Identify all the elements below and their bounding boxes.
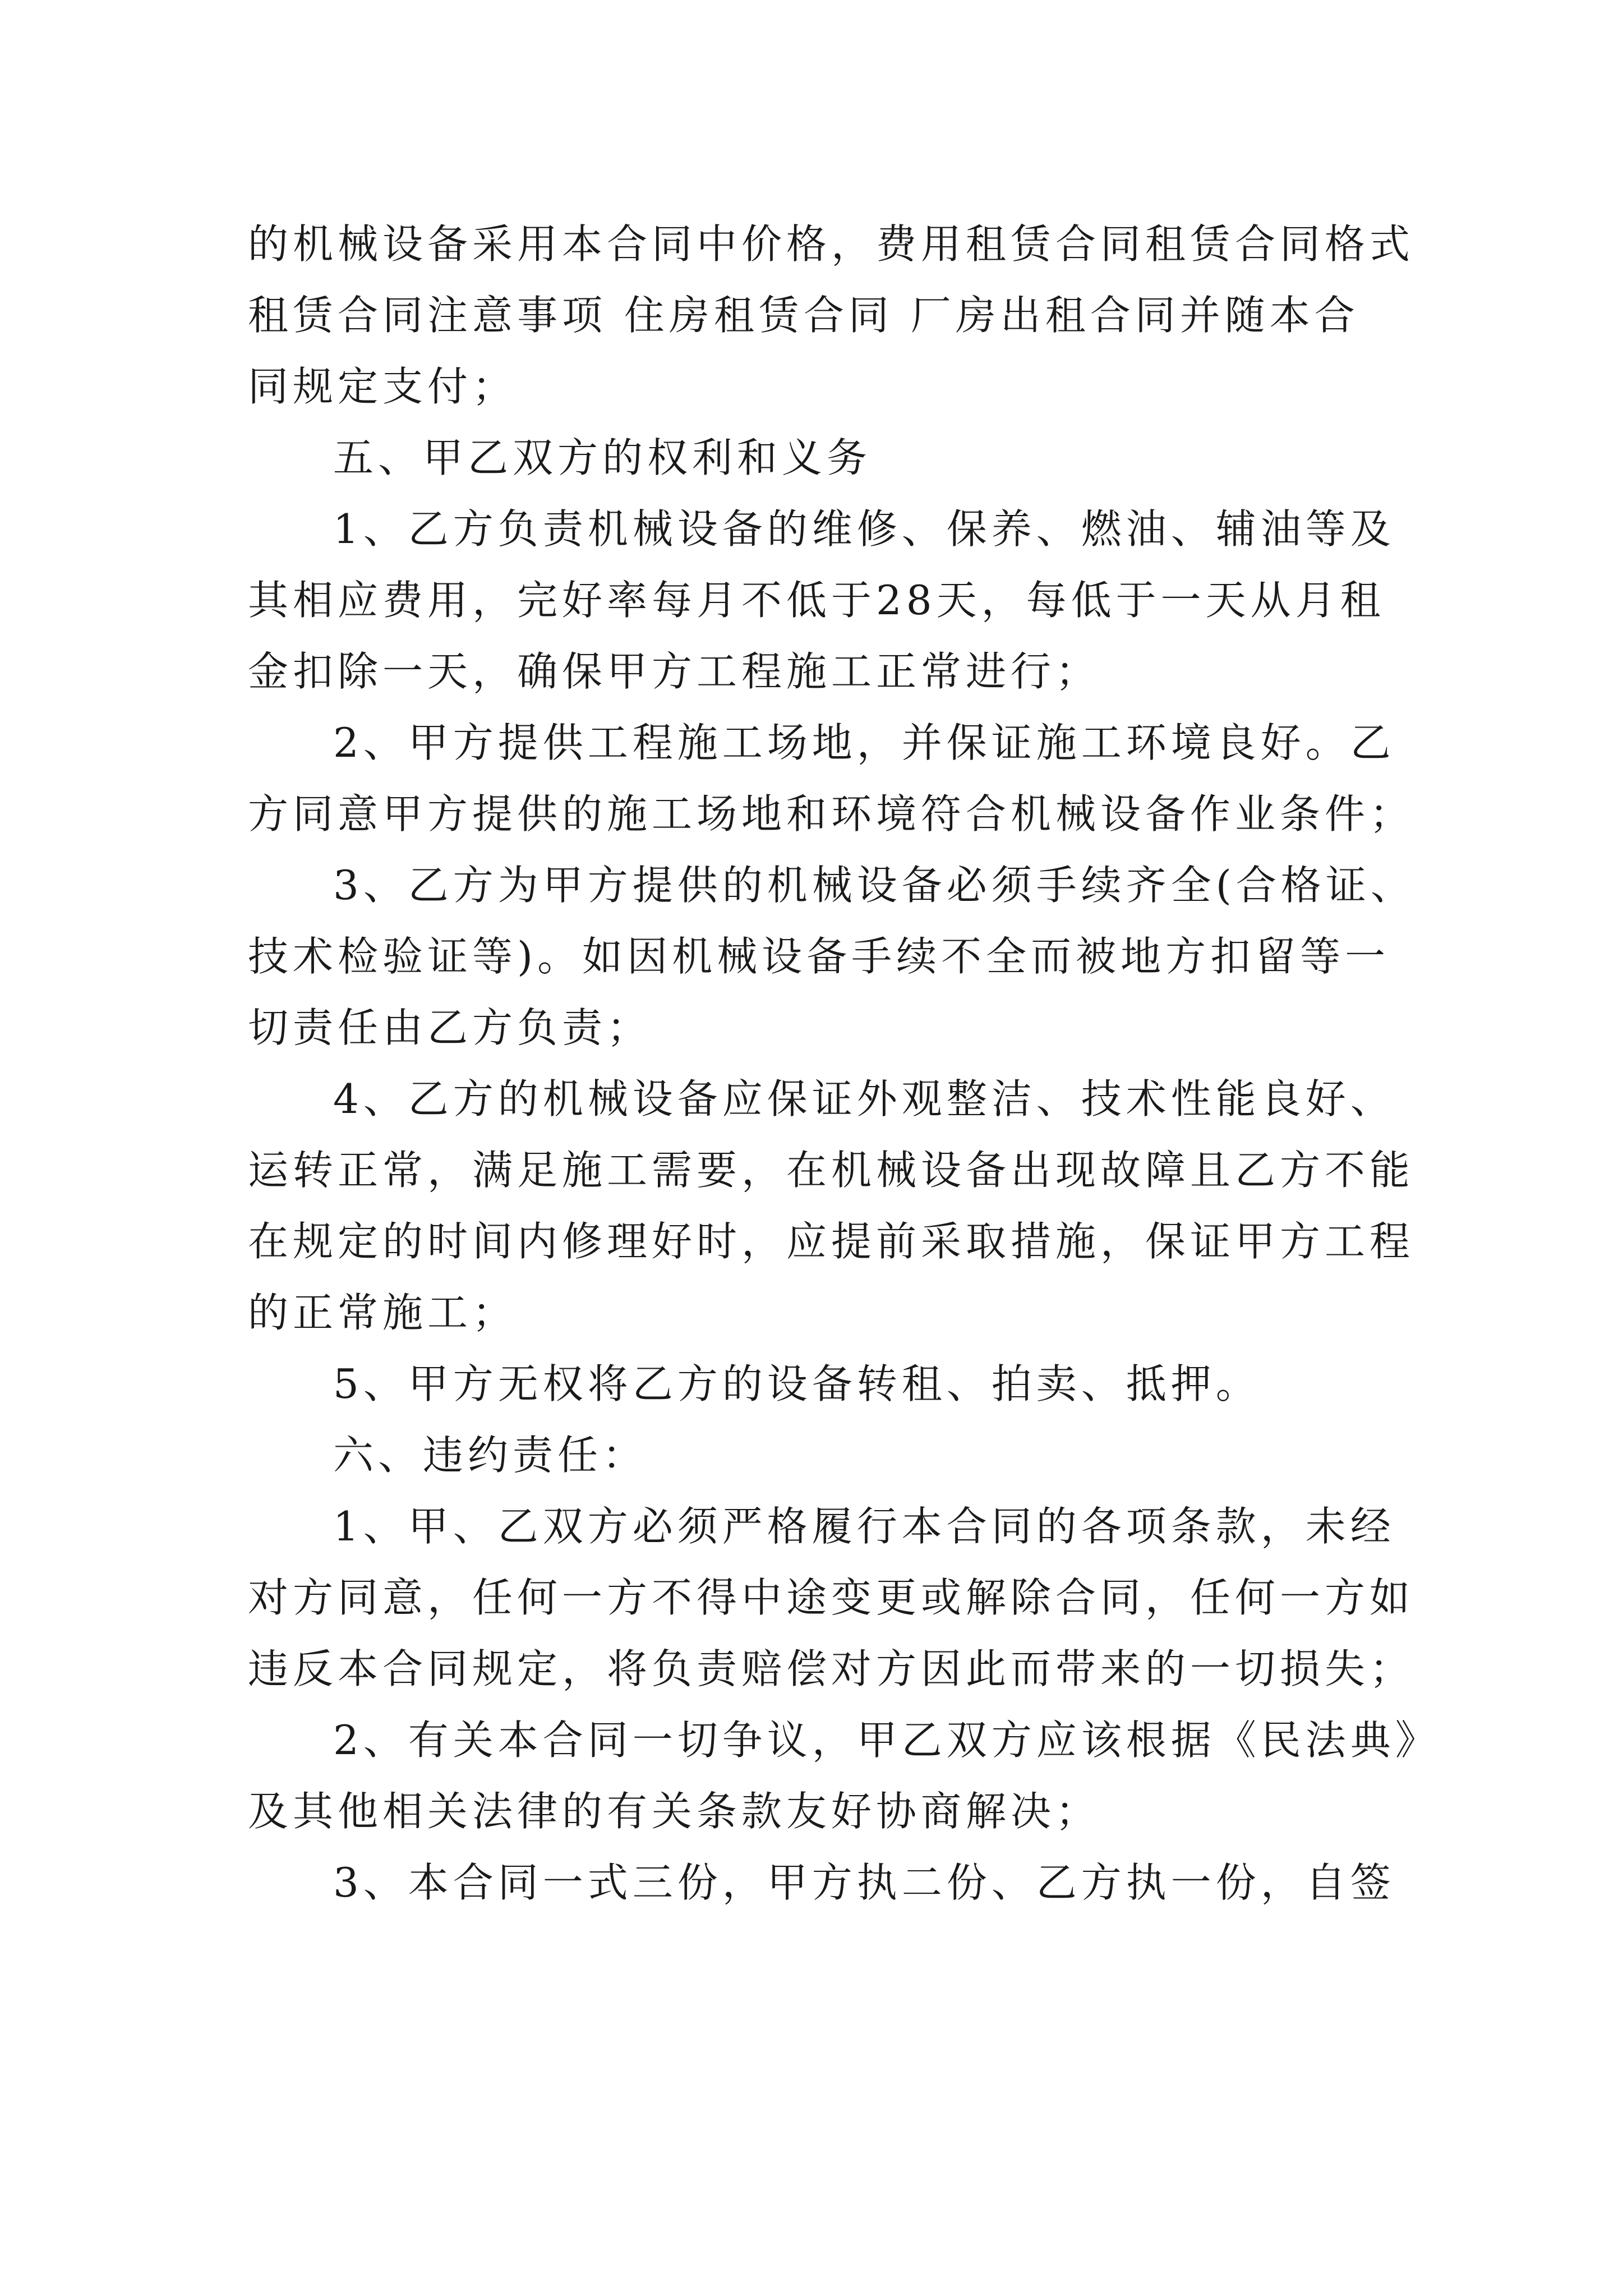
text-line: 技术检验证等)。如因机械设备手续不全而被地方扣留等一 [248, 933, 1390, 980]
text-line: 1、甲、乙双方必须严格履行本合同的各项条款，未经 [333, 1503, 1395, 1550]
text-line: 在规定的时间内修理好时，应提前采取措施，保证甲方工程 [248, 1218, 1415, 1265]
text-line: 租赁合同注意事项 住房租赁合同 厂房出租合同并随本合 [248, 292, 1359, 339]
text-line: 的正常施工； [248, 1289, 518, 1336]
text-line: 2、有关本合同一切争议，甲乙双方应该根据《民法典》 [333, 1717, 1440, 1764]
document-body [248, 209, 1440, 1918]
text-line: 切责任由乙方负责； [248, 1004, 652, 1051]
text-line: 1、乙方负责机械设备的维修、保养、燃油、辅油等及 [333, 505, 1395, 553]
text-line: 5、甲方无权将乙方的设备转租、拍卖、抵押。 [333, 1360, 1261, 1407]
text-line: 对方同意，任何一方不得中途变更或解除合同，任何一方如 [248, 1574, 1415, 1621]
text-line: 方同意甲方提供的施工场地和环境符合机械设备作业条件； [248, 790, 1415, 838]
text-line: 的机械设备采用本合同中价格，费用租赁合同租赁合同格式 [248, 220, 1415, 268]
text-line: 其相应费用，完好率每月不低于28天，每低于一天从月租 [248, 577, 1385, 624]
text-line: 2、甲方提供工程施工场地，并保证施工环境良好。乙 [333, 719, 1395, 766]
text-line: 3、本合同一式三份，甲方执二份、乙方执一份，自签 [333, 1859, 1395, 1906]
text-line: 五、甲乙双方的权利和义务 [333, 434, 872, 481]
text-line: 及其他相关法律的有关条款友好协商解决； [248, 1788, 1101, 1835]
text-line: 违反本合同规定，将负责赔偿对方因此而带来的一切损失； [248, 1645, 1415, 1692]
text-line: 同规定支付； [248, 363, 518, 410]
text-line: 金扣除一天，确保甲方工程施工正常进行； [248, 648, 1101, 695]
text-line: 运转正常，满足施工需要，在机械设备出现故障且乙方不能 [248, 1147, 1415, 1194]
text-line: 4、乙方的机械设备应保证外观整洁、技术性能良好、 [333, 1075, 1395, 1122]
text-line: 六、违约责任： [333, 1432, 648, 1479]
text-line: 3、乙方为甲方提供的机械设备必须手续齐全(合格证、 [333, 862, 1415, 909]
